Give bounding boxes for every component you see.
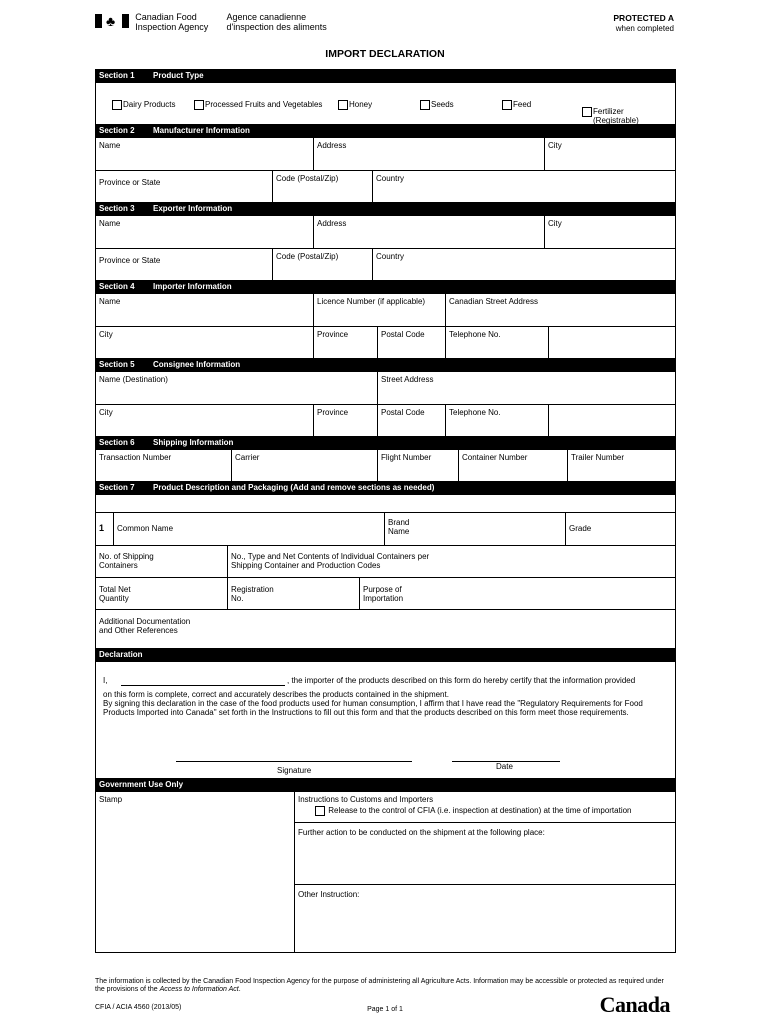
consignee-province-field[interactable]: Province: [313, 405, 377, 436]
other-instruction-field[interactable]: Other Instruction:: [295, 884, 675, 952]
exporter-postal-field[interactable]: Code (Postal/Zip): [272, 249, 372, 280]
importer-postal-field[interactable]: Postal Code: [377, 327, 445, 358]
government-use-header: Government Use Only: [96, 778, 675, 792]
importer-street-field[interactable]: Canadian Street Address: [445, 294, 675, 326]
declaration-line-1: , the importer of the products described on this form do hereby certify that the information provided: [287, 676, 636, 685]
declaration-line-4: Products Imported into Canada" set forth in the Instructions to fill out this form and that the products described on this form meet those requirements.: [103, 708, 629, 717]
common-name-field[interactable]: Common Name: [113, 513, 384, 545]
signature-label: Signature: [277, 766, 312, 775]
container-number-field[interactable]: Container Number: [458, 450, 567, 481]
declaration-i: I,: [103, 676, 108, 685]
exporter-name-field[interactable]: Name: [99, 219, 121, 228]
exporter-city-field[interactable]: City: [544, 216, 675, 248]
section-6-header: Section 6 Shipping Information: [96, 436, 675, 450]
consignee-phone-field[interactable]: Telephone No.: [445, 405, 548, 436]
instructions-label: Instructions to Customs and Importers: [298, 795, 434, 804]
checkbox-icon[interactable]: [194, 100, 204, 110]
section-2-header: Section 2 Manufacturer Information: [96, 124, 675, 138]
form-code: CFIA / ACIA 4560 (2013/05): [95, 1004, 182, 1011]
exporter-province-field[interactable]: Province or State: [99, 256, 161, 265]
agency-header: [95, 12, 343, 34]
protected-label: PROTECTED A when completed: [613, 13, 674, 33]
feed-option[interactable]: Feed: [502, 99, 531, 110]
manufacturer-country-field[interactable]: Country: [372, 171, 675, 202]
government-use-section: [96, 792, 675, 952]
manufacturer-city-field[interactable]: City: [544, 138, 675, 170]
checkbox-icon[interactable]: [338, 100, 348, 110]
total-quantity-field[interactable]: Total Net Quantity: [99, 585, 131, 603]
checkbox-icon[interactable]: [502, 100, 512, 110]
declaration-line-2: on this form is complete, correct and accurately describes the products contained in the shipment.: [103, 690, 449, 699]
privacy-notice: The information is collected by the Canadian Food Inspection Agency for the purpose of administering all Agriculture Acts. Information may be accessible or protected as required under the provisions of the Access to Information Act.: [95, 978, 664, 993]
flight-number-field[interactable]: Flight Number: [377, 450, 458, 481]
fertilizer-option[interactable]: Fertilizer (Registrable): [582, 107, 639, 126]
carrier-field[interactable]: Carrier: [231, 450, 377, 481]
checkbox-icon[interactable]: [112, 100, 122, 110]
container-contents-field[interactable]: No., Type and Net Contents of Individual Containers per Shipping Container and Production Codes: [227, 546, 675, 577]
consignee-postal-field[interactable]: Postal Code: [377, 405, 445, 436]
section-5-header: Section 5 Consignee Information: [96, 358, 675, 372]
importer-licence-field[interactable]: Licence Number (if applicable): [313, 294, 445, 326]
importer-city-field[interactable]: City: [99, 330, 113, 339]
purpose-of-importation-field[interactable]: Purpose of Importation: [359, 578, 675, 609]
date-label: Date: [496, 762, 513, 771]
dairy-option[interactable]: Dairy Products: [112, 99, 175, 110]
stamp-area: Stamp: [96, 792, 295, 952]
importer-extra-field[interactable]: [548, 327, 675, 358]
seeds-option[interactable]: Seeds: [420, 99, 454, 110]
fruits-vegetables-option[interactable]: Processed Fruits and Vegetables: [194, 99, 322, 110]
exporter-country-field[interactable]: Country: [372, 249, 675, 280]
manufacturer-address-field[interactable]: Address: [313, 138, 544, 170]
section-4-header: Section 4 Importer Information: [96, 280, 675, 294]
declaration-header: Declaration: [96, 648, 675, 662]
page-title: IMPORT DECLARATION: [325, 48, 445, 60]
consignee-name-field[interactable]: Name (Destination): [99, 375, 168, 384]
release-option[interactable]: Release to the control of CFIA (i.e. inspection at destination) at the time of importation: [315, 806, 632, 816]
section-1-header: Section 1 Product Type: [96, 69, 675, 83]
section-7-header: Section 7 Product Description and Packaging (Add and remove sections as needed): [96, 481, 675, 495]
product-type-row: [96, 83, 675, 124]
consignee-city-field[interactable]: City: [99, 408, 113, 417]
manufacturer-postal-field[interactable]: Code (Postal/Zip): [272, 171, 372, 202]
section-7-spacer: [96, 495, 675, 512]
manufacturer-name-field[interactable]: Name: [99, 141, 121, 150]
declaration-line-3: By signing this declaration in the case of the food products used for human consumption, I affirm that I have read the "Regulatory Requirements for Food: [103, 699, 643, 708]
instructions-block: [295, 792, 675, 822]
shipping-containers-field[interactable]: No. of Shipping Containers: [99, 552, 154, 570]
section-3-header: Section 3 Exporter Information: [96, 202, 675, 216]
signature-labels: [96, 762, 675, 778]
honey-option[interactable]: Honey: [338, 99, 372, 110]
registration-number-field[interactable]: Registration No.: [227, 578, 359, 609]
signature-input[interactable]: [176, 750, 412, 762]
declarant-name-input[interactable]: [121, 674, 285, 686]
agency-name-en: Canadian Food Inspection Agency: [135, 12, 209, 32]
agency-name-fr: Agence canadienne d'inspection des aliments: [226, 12, 327, 32]
checkbox-icon[interactable]: [315, 806, 325, 816]
transaction-number-field[interactable]: Transaction Number: [99, 453, 172, 462]
manufacturer-province-field[interactable]: Province or State: [99, 178, 161, 187]
page-number: Page 1 of 1: [367, 1006, 403, 1013]
brand-name-field[interactable]: Brand Name: [384, 513, 565, 545]
import-declaration-form: [95, 69, 676, 953]
additional-documentation-field[interactable]: Additional Documentation and Other References: [99, 617, 191, 635]
product-item-number: 1: [99, 523, 105, 533]
grade-field[interactable]: Grade: [565, 513, 675, 545]
checkbox-icon[interactable]: [420, 100, 430, 110]
date-input[interactable]: [452, 750, 560, 762]
canada-wordmark: Canada: [599, 992, 670, 1017]
importer-province-field[interactable]: Province: [313, 327, 377, 358]
importer-phone-field[interactable]: Telephone No.: [445, 327, 548, 358]
canada-flag-icon: ♣: [95, 12, 129, 30]
consignee-extra-field[interactable]: [548, 405, 675, 436]
trailer-number-field[interactable]: Trailer Number: [567, 450, 675, 481]
consignee-street-field[interactable]: Street Address: [377, 372, 675, 404]
exporter-address-field[interactable]: Address: [313, 216, 544, 248]
further-action-field[interactable]: Further action to be conducted on the shipment at the following place:: [295, 822, 675, 884]
declaration-body: [96, 662, 675, 762]
importer-name-field[interactable]: Name: [99, 297, 121, 306]
checkbox-icon[interactable]: [582, 107, 592, 117]
